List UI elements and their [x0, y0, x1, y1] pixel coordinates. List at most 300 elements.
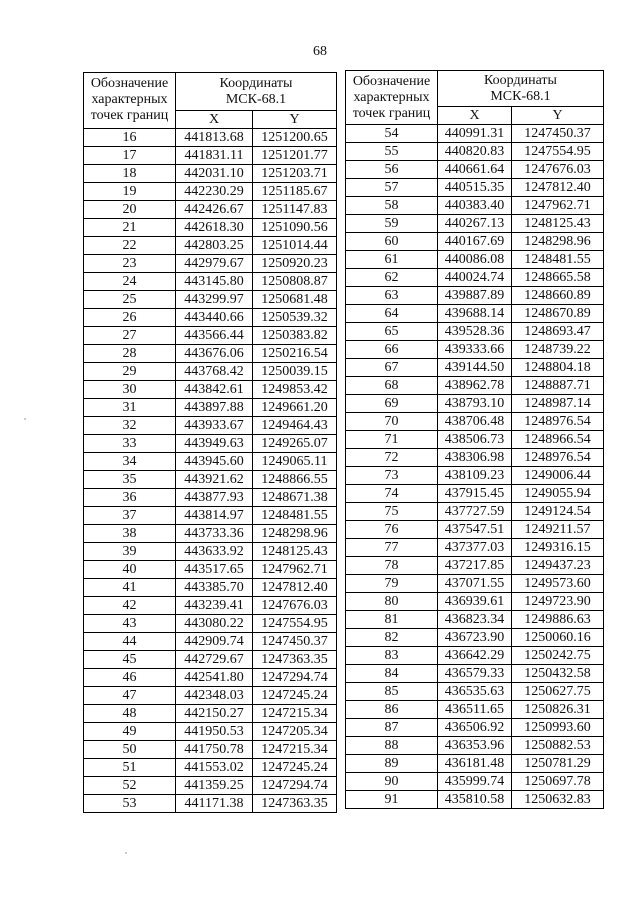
point-number-cell: 74	[346, 485, 438, 503]
point-number-cell: 41	[84, 579, 176, 597]
table-row	[346, 719, 604, 737]
table-row	[346, 215, 604, 233]
x-coordinate-cell: 443676.06	[176, 345, 253, 363]
x-coordinate-cell: 440991.31	[438, 125, 512, 143]
point-number-cell: 49	[84, 723, 176, 741]
point-number-cell: 53	[84, 795, 176, 813]
y-coordinate-cell: 1250781.29	[512, 755, 604, 773]
x-coordinate-cell: 440820.83	[438, 143, 512, 161]
point-number-cell: 38	[84, 525, 176, 543]
point-number-cell: 25	[84, 291, 176, 309]
x-coordinate-cell: 440086.08	[438, 251, 512, 269]
point-number-cell: 22	[84, 237, 176, 255]
x-coordinate-cell: 443145.80	[176, 273, 253, 291]
y-coordinate-cell: 1249316.15	[512, 539, 604, 557]
table-row	[346, 647, 604, 665]
y-coordinate-cell: 1249661.20	[253, 399, 337, 417]
table-row	[84, 201, 337, 219]
table-row	[346, 665, 604, 683]
table-row	[84, 345, 337, 363]
table-row	[84, 453, 337, 471]
point-number-cell: 80	[346, 593, 438, 611]
y-coordinate-cell: 1250216.54	[253, 345, 337, 363]
point-number-cell: 84	[346, 665, 438, 683]
table-row	[346, 431, 604, 449]
point-number-cell: 37	[84, 507, 176, 525]
x-coordinate-cell: 443440.66	[176, 309, 253, 327]
y-coordinate-cell: 1247812.40	[253, 579, 337, 597]
table-row	[84, 615, 337, 633]
table-row	[346, 503, 604, 521]
table-row	[346, 467, 604, 485]
y-coordinate-cell: 1251200.65	[253, 129, 337, 147]
table-row	[346, 413, 604, 431]
coordinates-header	[176, 73, 337, 111]
point-number-cell: 57	[346, 179, 438, 197]
point-number-cell: 79	[346, 575, 438, 593]
table-body-left	[84, 129, 337, 813]
y-coordinate-cell: 1249437.23	[512, 557, 604, 575]
coordinate-system-label: МСК-68.1	[225, 91, 287, 107]
y-coordinate-cell: 1247554.95	[512, 143, 604, 161]
y-coordinate-cell: 1251147.83	[253, 201, 337, 219]
x-coordinate-cell: 442979.67	[176, 255, 253, 273]
y-coordinate-cell: 1249853.42	[253, 381, 337, 399]
y-coordinate-cell: 1250826.31	[512, 701, 604, 719]
table-row	[346, 791, 604, 809]
y-coordinate-cell: 1248804.18	[512, 359, 604, 377]
table-row	[346, 161, 604, 179]
y-coordinate-cell: 1248665.58	[512, 269, 604, 287]
coordinates-title: Координаты	[219, 75, 293, 91]
y-coordinate-cell: 1250242.75	[512, 647, 604, 665]
table-row	[84, 561, 337, 579]
y-coordinate-cell: 1248739.22	[512, 341, 604, 359]
x-coordinate-cell: 443566.44	[176, 327, 253, 345]
table-row	[346, 755, 604, 773]
x-coordinate-cell: 439528.36	[438, 323, 512, 341]
table-row	[346, 197, 604, 215]
y-coordinate-cell: 1248976.54	[512, 449, 604, 467]
table-row	[84, 633, 337, 651]
table-row	[84, 795, 337, 813]
x-column-header: X	[438, 107, 512, 125]
point-number-cell: 81	[346, 611, 438, 629]
x-column-header: X	[176, 111, 253, 129]
x-coordinate-cell: 443517.65	[176, 561, 253, 579]
point-number-cell: 47	[84, 687, 176, 705]
y-coordinate-cell: 1247450.37	[512, 125, 604, 143]
x-coordinate-cell: 442618.30	[176, 219, 253, 237]
point-number-cell: 24	[84, 273, 176, 291]
y-coordinate-cell: 1248966.54	[512, 431, 604, 449]
x-coordinate-cell: 443080.22	[176, 615, 253, 633]
table-row	[346, 773, 604, 791]
x-coordinate-cell: 436506.92	[438, 719, 512, 737]
y-coordinate-cell: 1247294.74	[253, 777, 337, 795]
x-coordinate-cell: 437727.59	[438, 503, 512, 521]
y-coordinate-cell: 1249211.57	[512, 521, 604, 539]
table-row	[346, 395, 604, 413]
point-number-cell: 39	[84, 543, 176, 561]
x-coordinate-cell: 443897.88	[176, 399, 253, 417]
point-number-cell: 29	[84, 363, 176, 381]
x-coordinate-cell: 441813.68	[176, 129, 253, 147]
x-coordinate-cell: 441950.53	[176, 723, 253, 741]
point-number-cell: 43	[84, 615, 176, 633]
point-number-cell: 46	[84, 669, 176, 687]
x-coordinate-cell: 440167.69	[438, 233, 512, 251]
x-coordinate-cell: 441171.38	[176, 795, 253, 813]
point-number-cell: 66	[346, 341, 438, 359]
y-coordinate-cell: 1247294.74	[253, 669, 337, 687]
point-number-cell: 30	[84, 381, 176, 399]
x-coordinate-cell: 440661.64	[438, 161, 512, 179]
x-coordinate-cell: 439333.66	[438, 341, 512, 359]
table-row	[346, 179, 604, 197]
x-coordinate-cell: 443814.97	[176, 507, 253, 525]
y-coordinate-cell: 1248298.96	[253, 525, 337, 543]
y-coordinate-cell: 1249723.90	[512, 593, 604, 611]
table-body-right	[346, 125, 604, 809]
table-row	[84, 579, 337, 597]
y-coordinate-cell: 1247676.03	[253, 597, 337, 615]
point-number-cell: 26	[84, 309, 176, 327]
x-coordinate-cell: 443385.70	[176, 579, 253, 597]
y-coordinate-cell: 1249124.54	[512, 503, 604, 521]
y-coordinate-cell: 1250993.60	[512, 719, 604, 737]
point-number-cell: 65	[346, 323, 438, 341]
table-row	[346, 485, 604, 503]
point-number-cell: 78	[346, 557, 438, 575]
y-coordinate-cell: 1247215.34	[253, 705, 337, 723]
table-row	[84, 723, 337, 741]
table-row	[84, 237, 337, 255]
x-coordinate-cell: 443633.92	[176, 543, 253, 561]
y-coordinate-cell: 1248693.47	[512, 323, 604, 341]
point-number-cell: 54	[346, 125, 438, 143]
y-coordinate-cell: 1251201.77	[253, 147, 337, 165]
y-coordinate-cell: 1248976.54	[512, 413, 604, 431]
point-number-cell: 16	[84, 129, 176, 147]
table-row	[84, 219, 337, 237]
x-coordinate-cell: 436535.63	[438, 683, 512, 701]
point-number-cell: 20	[84, 201, 176, 219]
table-row	[346, 125, 604, 143]
coordinates-header	[438, 71, 604, 107]
table-row	[84, 381, 337, 399]
x-coordinate-cell: 437071.55	[438, 575, 512, 593]
y-coordinate-cell: 1250039.15	[253, 363, 337, 381]
x-coordinate-cell: 441831.11	[176, 147, 253, 165]
y-coordinate-cell: 1247962.71	[253, 561, 337, 579]
point-number-cell: 45	[84, 651, 176, 669]
table-row	[346, 629, 604, 647]
point-number-cell: 64	[346, 305, 438, 323]
table-row	[84, 669, 337, 687]
y-coordinate-cell: 1247812.40	[512, 179, 604, 197]
table-row	[346, 539, 604, 557]
x-coordinate-cell: 441553.02	[176, 759, 253, 777]
x-coordinate-cell: 436939.61	[438, 593, 512, 611]
table-row	[84, 147, 337, 165]
point-number-cell: 40	[84, 561, 176, 579]
y-coordinate-cell: 1248660.89	[512, 287, 604, 305]
y-coordinate-cell: 1248987.14	[512, 395, 604, 413]
y-coordinate-cell: 1250060.16	[512, 629, 604, 647]
y-coordinate-cell: 1247245.24	[253, 687, 337, 705]
point-number-cell: 71	[346, 431, 438, 449]
y-coordinate-cell: 1250432.58	[512, 665, 604, 683]
x-coordinate-cell: 435810.58	[438, 791, 512, 809]
point-number-cell: 36	[84, 489, 176, 507]
x-coordinate-cell: 440024.74	[438, 269, 512, 287]
x-coordinate-cell: 443299.97	[176, 291, 253, 309]
point-number-cell: 60	[346, 233, 438, 251]
y-column-header: Y	[512, 107, 604, 125]
x-coordinate-cell: 436642.29	[438, 647, 512, 665]
y-coordinate-cell: 1250681.48	[253, 291, 337, 309]
x-coordinate-cell: 443945.60	[176, 453, 253, 471]
point-number-cell: 90	[346, 773, 438, 791]
point-number-cell: 51	[84, 759, 176, 777]
y-coordinate-cell: 1247215.34	[253, 741, 337, 759]
point-number-cell: 85	[346, 683, 438, 701]
x-coordinate-cell: 436579.33	[438, 665, 512, 683]
table-row	[346, 359, 604, 377]
point-number-cell: 28	[84, 345, 176, 363]
point-number-cell: 52	[84, 777, 176, 795]
point-number-cell: 23	[84, 255, 176, 273]
table-row	[84, 489, 337, 507]
point-number-cell: 69	[346, 395, 438, 413]
y-coordinate-cell: 1248671.38	[253, 489, 337, 507]
point-number-cell: 61	[346, 251, 438, 269]
y-coordinate-cell: 1251090.56	[253, 219, 337, 237]
table-row	[84, 399, 337, 417]
x-coordinate-cell: 437377.03	[438, 539, 512, 557]
y-coordinate-cell: 1248481.55	[253, 507, 337, 525]
table-row	[84, 705, 337, 723]
x-coordinate-cell: 438706.48	[438, 413, 512, 431]
point-number-cell: 62	[346, 269, 438, 287]
point-number-cell: 77	[346, 539, 438, 557]
y-coordinate-cell: 1248887.71	[512, 377, 604, 395]
x-coordinate-cell: 438793.10	[438, 395, 512, 413]
x-coordinate-cell: 443949.63	[176, 435, 253, 453]
y-column-header: Y	[253, 111, 337, 129]
table-row	[84, 183, 337, 201]
point-number-cell: 55	[346, 143, 438, 161]
table-row	[84, 777, 337, 795]
point-number-cell: 76	[346, 521, 438, 539]
y-coordinate-cell: 1251014.44	[253, 237, 337, 255]
point-number-cell: 42	[84, 597, 176, 615]
y-coordinate-cell: 1248670.89	[512, 305, 604, 323]
x-coordinate-cell: 442348.03	[176, 687, 253, 705]
point-number-cell: 44	[84, 633, 176, 651]
x-coordinate-cell: 436353.96	[438, 737, 512, 755]
point-number-cell: 17	[84, 147, 176, 165]
table-row	[346, 269, 604, 287]
x-coordinate-cell: 443842.61	[176, 381, 253, 399]
x-coordinate-cell: 443733.36	[176, 525, 253, 543]
table-row	[346, 233, 604, 251]
y-coordinate-cell: 1247450.37	[253, 633, 337, 651]
table-row	[346, 557, 604, 575]
x-coordinate-cell: 436723.90	[438, 629, 512, 647]
y-coordinate-cell: 1250383.82	[253, 327, 337, 345]
x-coordinate-cell: 442729.67	[176, 651, 253, 669]
coordinates-table-left	[83, 72, 337, 813]
table-row	[84, 651, 337, 669]
point-number-cell: 59	[346, 215, 438, 233]
coordinate-system-label: МСК-68.1	[490, 88, 551, 104]
y-coordinate-cell: 1247363.35	[253, 795, 337, 813]
point-number-cell: 86	[346, 701, 438, 719]
table-row	[346, 287, 604, 305]
x-coordinate-cell: 438109.23	[438, 467, 512, 485]
x-coordinate-cell: 436511.65	[438, 701, 512, 719]
table-row	[346, 305, 604, 323]
y-coordinate-cell: 1250808.87	[253, 273, 337, 291]
table-row	[84, 687, 337, 705]
table-row	[84, 255, 337, 273]
y-coordinate-cell: 1249006.44	[512, 467, 604, 485]
point-number-cell: 33	[84, 435, 176, 453]
point-number-cell: 82	[346, 629, 438, 647]
table-row	[84, 507, 337, 525]
x-coordinate-cell: 443239.41	[176, 597, 253, 615]
point-number-cell: 35	[84, 471, 176, 489]
table-row	[84, 291, 337, 309]
point-number-cell: 56	[346, 161, 438, 179]
table-row	[84, 435, 337, 453]
y-coordinate-cell: 1250882.53	[512, 737, 604, 755]
y-coordinate-cell: 1251203.71	[253, 165, 337, 183]
table-row	[84, 363, 337, 381]
x-coordinate-cell: 438306.98	[438, 449, 512, 467]
table-row	[346, 449, 604, 467]
y-coordinate-cell: 1247363.35	[253, 651, 337, 669]
coordinates-table-right	[345, 70, 604, 809]
point-number-cell: 91	[346, 791, 438, 809]
table-row	[346, 575, 604, 593]
table-row	[84, 309, 337, 327]
point-number-cell: 68	[346, 377, 438, 395]
point-number-cell: 73	[346, 467, 438, 485]
y-coordinate-cell: 1247205.34	[253, 723, 337, 741]
table-row	[346, 701, 604, 719]
y-coordinate-cell: 1250920.23	[253, 255, 337, 273]
table-row	[84, 273, 337, 291]
table-row	[84, 741, 337, 759]
x-coordinate-cell: 439887.89	[438, 287, 512, 305]
point-number-cell: 83	[346, 647, 438, 665]
table-row	[346, 323, 604, 341]
point-number-cell: 88	[346, 737, 438, 755]
point-number-cell: 75	[346, 503, 438, 521]
x-coordinate-cell: 436181.48	[438, 755, 512, 773]
x-coordinate-cell: 440267.13	[438, 215, 512, 233]
point-number-cell: 63	[346, 287, 438, 305]
y-coordinate-cell: 1250697.78	[512, 773, 604, 791]
y-coordinate-cell: 1248125.43	[253, 543, 337, 561]
x-coordinate-cell: 442541.80	[176, 669, 253, 687]
table-row	[84, 417, 337, 435]
x-coordinate-cell: 440383.40	[438, 197, 512, 215]
point-number-cell: 50	[84, 741, 176, 759]
x-coordinate-cell: 436823.34	[438, 611, 512, 629]
point-number-cell: 31	[84, 399, 176, 417]
point-number-cell: 72	[346, 449, 438, 467]
x-coordinate-cell: 438962.78	[438, 377, 512, 395]
table-row	[346, 593, 604, 611]
table-row	[346, 683, 604, 701]
x-coordinate-cell: 438506.73	[438, 431, 512, 449]
table-row	[84, 543, 337, 561]
table-row	[84, 471, 337, 489]
point-number-cell: 70	[346, 413, 438, 431]
x-coordinate-cell: 437547.51	[438, 521, 512, 539]
table-row	[346, 341, 604, 359]
x-coordinate-cell: 442909.74	[176, 633, 253, 651]
x-coordinate-cell: 443921.62	[176, 471, 253, 489]
table-row	[346, 251, 604, 269]
y-coordinate-cell: 1248125.43	[512, 215, 604, 233]
table-row	[84, 759, 337, 777]
y-coordinate-cell: 1249265.07	[253, 435, 337, 453]
point-number-cell: 27	[84, 327, 176, 345]
y-coordinate-cell: 1247962.71	[512, 197, 604, 215]
table-row	[346, 521, 604, 539]
point-number-cell: 34	[84, 453, 176, 471]
x-coordinate-cell: 442230.29	[176, 183, 253, 201]
point-number-cell: 19	[84, 183, 176, 201]
table-row	[346, 611, 604, 629]
y-coordinate-cell: 1249886.63	[512, 611, 604, 629]
table-row	[84, 165, 337, 183]
point-designation-header: Обозначение характерных точек границ	[346, 71, 438, 125]
x-coordinate-cell: 435999.74	[438, 773, 512, 791]
point-number-cell: 67	[346, 359, 438, 377]
point-number-cell: 58	[346, 197, 438, 215]
table-row	[346, 737, 604, 755]
y-coordinate-cell: 1250632.83	[512, 791, 604, 809]
x-coordinate-cell: 442150.27	[176, 705, 253, 723]
y-coordinate-cell: 1250539.32	[253, 309, 337, 327]
y-coordinate-cell: 1249055.94	[512, 485, 604, 503]
x-coordinate-cell: 439144.50	[438, 359, 512, 377]
x-coordinate-cell: 439688.14	[438, 305, 512, 323]
y-coordinate-cell: 1250627.75	[512, 683, 604, 701]
coordinates-title: Координаты	[484, 72, 557, 88]
x-coordinate-cell: 437915.45	[438, 485, 512, 503]
x-coordinate-cell: 440515.35	[438, 179, 512, 197]
x-coordinate-cell: 443877.93	[176, 489, 253, 507]
table-row	[346, 143, 604, 161]
y-coordinate-cell: 1249065.11	[253, 453, 337, 471]
point-number-cell: 32	[84, 417, 176, 435]
y-coordinate-cell: 1247676.03	[512, 161, 604, 179]
x-coordinate-cell: 442426.67	[176, 201, 253, 219]
point-number-cell: 89	[346, 755, 438, 773]
y-coordinate-cell: 1247554.95	[253, 615, 337, 633]
table-row	[346, 377, 604, 395]
y-coordinate-cell: 1251185.67	[253, 183, 337, 201]
x-coordinate-cell: 442031.10	[176, 165, 253, 183]
point-number-cell: 21	[84, 219, 176, 237]
